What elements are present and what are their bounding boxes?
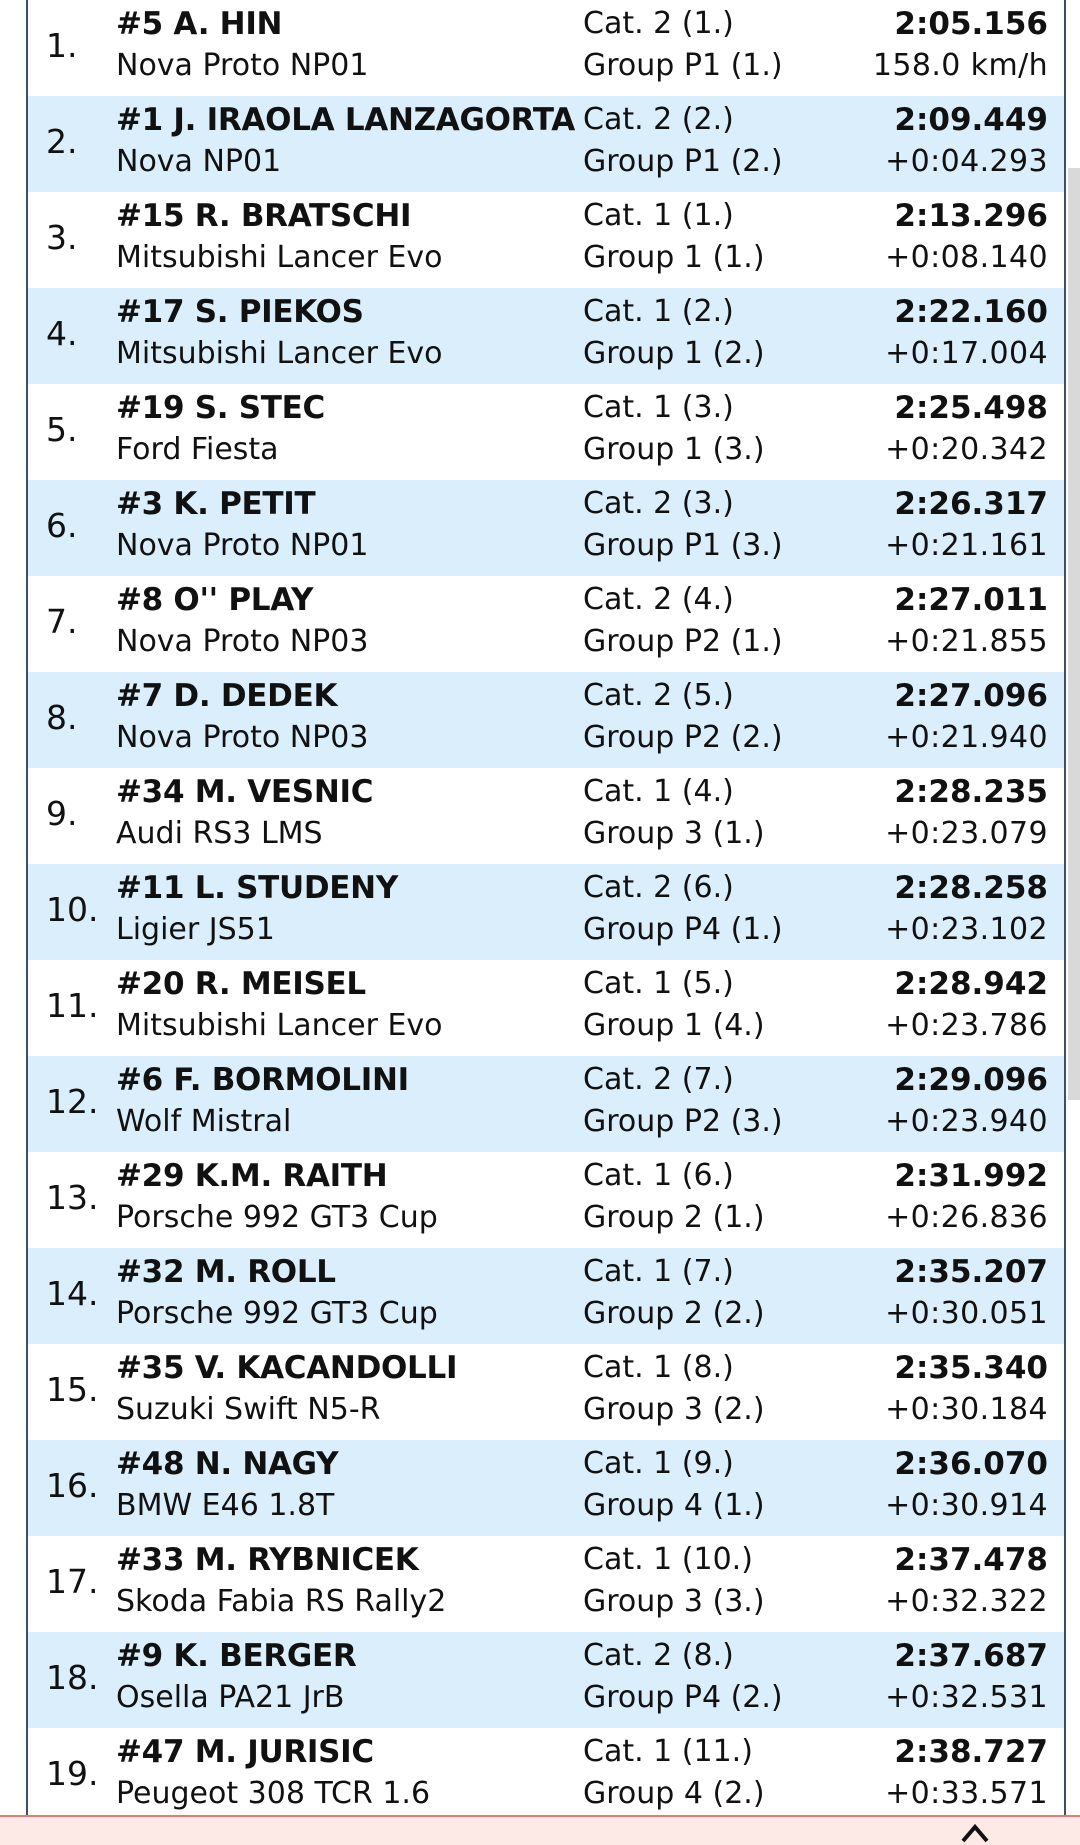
category-rank: Cat. 2 (5.) [583,678,734,713]
gap-time: +0:32.531 [885,1680,1048,1715]
lap-time: 2:31.992 [894,1158,1048,1194]
category-rank: Cat. 1 (4.) [583,774,734,809]
category-rank: Cat. 2 (8.) [583,1638,734,1673]
group-rank: Group 4 (1.) [583,1488,765,1523]
category-rank: Cat. 1 (6.) [583,1158,734,1193]
driver-name: #9 K. BERGER [116,1638,357,1674]
lap-time: 2:09.449 [894,102,1048,138]
position-number: 2. [46,122,78,161]
table-row[interactable] [28,672,1064,768]
car-model: Wolf Mistral [116,1104,292,1139]
car-model: Suzuki Swift N5-R [116,1392,381,1427]
position-number: 12. [46,1082,99,1121]
group-rank: Group P4 (2.) [583,1680,783,1715]
group-rank: Group 3 (1.) [583,816,765,851]
car-model: Porsche 992 GT3 Cup [116,1296,438,1331]
scrollbar[interactable] [1068,168,1080,1100]
position-number: 13. [46,1178,99,1217]
gap-time: +0:33.571 [885,1776,1048,1811]
car-model: Ligier JS51 [116,912,275,947]
category-rank: Cat. 2 (3.) [583,486,734,521]
lap-time: 2:37.478 [894,1542,1048,1578]
gap-time: +0:17.004 [885,336,1048,371]
driver-name: #6 F. BORMOLINI [116,1062,409,1098]
table-row[interactable] [28,192,1064,288]
car-model: Mitsubishi Lancer Evo [116,1008,443,1043]
position-number: 10. [46,890,99,929]
category-rank: Cat. 1 (9.) [583,1446,734,1481]
gap-time: +0:08.140 [885,240,1048,275]
bottom-bar [0,1815,1080,1845]
position-number: 1. [46,26,78,65]
position-number: 8. [46,698,78,737]
lap-time: 2:13.296 [894,198,1048,234]
table-row[interactable] [28,1440,1064,1536]
table-row[interactable] [28,96,1064,192]
gap-time: +0:04.293 [885,144,1048,179]
driver-name: #47 M. JURISIC [116,1734,374,1770]
gap-time: +0:23.079 [885,816,1048,851]
group-rank: Group 3 (3.) [583,1584,765,1619]
group-rank: Group 1 (4.) [583,1008,765,1043]
car-model: Nova Proto NP03 [116,720,369,755]
category-rank: Cat. 1 (10.) [583,1542,753,1577]
group-rank: Group P2 (3.) [583,1104,783,1139]
category-rank: Cat. 1 (1.) [583,198,734,233]
lap-time: 2:36.070 [894,1446,1048,1482]
table-row[interactable] [28,384,1064,480]
car-model: Porsche 992 GT3 Cup [116,1200,438,1235]
group-rank: Group 1 (1.) [583,240,765,275]
table-row[interactable] [28,1536,1064,1632]
driver-name: #17 S. PIEKOS [116,294,364,330]
table-row[interactable] [28,1344,1064,1440]
car-model: Nova NP01 [116,144,282,179]
gap-time: +0:23.940 [885,1104,1048,1139]
group-rank: Group P1 (3.) [583,528,783,563]
position-number: 19. [46,1754,99,1793]
position-number: 4. [46,314,78,353]
car-model: Nova Proto NP01 [116,528,369,563]
group-rank: Group 1 (2.) [583,336,765,371]
gap-time: +0:23.786 [885,1008,1048,1043]
category-rank: Cat. 2 (2.) [583,102,734,137]
gap-time: 158.0 km/h [872,48,1048,83]
category-rank: Cat. 2 (7.) [583,1062,734,1097]
table-row[interactable] [28,576,1064,672]
gap-time: +0:21.855 [885,624,1048,659]
driver-name: #5 A. HIN [116,6,283,42]
table-row[interactable] [28,960,1064,1056]
group-rank: Group P1 (2.) [583,144,783,179]
driver-name: #7 D. DEDEK [116,678,338,714]
lap-time: 2:28.258 [894,870,1048,906]
group-rank: Group 3 (2.) [583,1392,765,1427]
gap-time: +0:21.161 [885,528,1048,563]
car-model: Nova Proto NP01 [116,48,369,83]
position-number: 6. [46,506,78,545]
gap-time: +0:30.184 [885,1392,1048,1427]
driver-name: #15 R. BRATSCHI [116,198,412,234]
group-rank: Group P2 (1.) [583,624,783,659]
car-model: Nova Proto NP03 [116,624,369,659]
gap-time: +0:30.914 [885,1488,1048,1523]
lap-time: 2:28.942 [894,966,1048,1002]
gap-time: +0:26.836 [885,1200,1048,1235]
gap-time: +0:32.322 [885,1584,1048,1619]
category-rank: Cat. 1 (11.) [583,1734,753,1769]
category-rank: Cat. 1 (3.) [583,390,734,425]
group-rank: Group 4 (2.) [583,1776,765,1811]
category-rank: Cat. 2 (1.) [583,6,734,41]
group-rank: Group P1 (1.) [583,48,783,83]
driver-name: #11 L. STUDENY [116,870,398,906]
position-number: 18. [46,1658,99,1697]
lap-time: 2:27.096 [894,678,1048,714]
table-row[interactable] [28,1248,1064,1344]
group-rank: Group P4 (1.) [583,912,783,947]
table-row[interactable] [28,480,1064,576]
results-table [28,0,1064,1824]
driver-name: #35 V. KACANDOLLI [116,1350,458,1386]
position-number: 11. [46,986,99,1025]
category-rank: Cat. 1 (7.) [583,1254,734,1289]
car-model: BMW E46 1.8T [116,1488,335,1523]
lap-time: 2:27.011 [894,582,1048,618]
car-model: Mitsubishi Lancer Evo [116,240,443,275]
table-row[interactable] [28,1056,1064,1152]
position-number: 17. [46,1562,99,1601]
category-rank: Cat. 1 (2.) [583,294,734,329]
table-row[interactable] [28,864,1064,960]
table-row[interactable] [28,1632,1064,1728]
group-rank: Group P2 (2.) [583,720,783,755]
position-number: 16. [46,1466,99,1505]
driver-name: #19 S. STEC [116,390,325,426]
category-rank: Cat. 1 (5.) [583,966,734,1001]
lap-time: 2:26.317 [894,486,1048,522]
driver-name: #29 K.M. RAITH [116,1158,388,1194]
driver-name: #3 K. PETIT [116,486,316,522]
lap-time: 2:05.156 [894,6,1048,42]
category-rank: Cat. 1 (8.) [583,1350,734,1385]
lap-time: 2:22.160 [894,294,1048,330]
gap-time: +0:30.051 [885,1296,1048,1331]
lap-time: 2:38.727 [894,1734,1048,1770]
car-model: Osella PA21 JrB [116,1680,345,1715]
position-number: 7. [46,602,78,641]
table-row[interactable] [28,288,1064,384]
lap-time: 2:35.340 [894,1350,1048,1386]
category-rank: Cat. 2 (6.) [583,870,734,905]
driver-name: #48 N. NAGY [116,1446,339,1482]
driver-name: #33 M. RYBNICEK [116,1542,419,1578]
table-row[interactable] [28,768,1064,864]
table-row[interactable] [28,1728,1064,1824]
group-rank: Group 1 (3.) [583,432,765,467]
gap-time: +0:23.102 [885,912,1048,947]
table-row[interactable] [28,1152,1064,1248]
car-model: Mitsubishi Lancer Evo [116,336,443,371]
lap-time: 2:28.235 [894,774,1048,810]
lap-time: 2:37.687 [894,1638,1048,1674]
group-rank: Group 2 (1.) [583,1200,765,1235]
gap-time: +0:21.940 [885,720,1048,755]
lap-time: 2:35.207 [894,1254,1048,1290]
position-number: 5. [46,410,78,449]
car-model: Ford Fiesta [116,432,279,467]
driver-name: #34 M. VESNIC [116,774,374,810]
car-model: Skoda Fabia RS Rally2 [116,1584,447,1619]
position-number: 3. [46,218,78,257]
car-model: Audi RS3 LMS [116,816,323,851]
lap-time: 2:29.096 [894,1062,1048,1098]
position-number: 9. [46,794,78,833]
position-number: 15. [46,1370,99,1409]
gap-time: +0:20.342 [885,432,1048,467]
table-row[interactable] [28,0,1064,96]
driver-name: #1 J. IRAOLA LANZAGORTA [116,102,575,138]
car-model: Peugeot 308 TCR 1.6 [116,1776,431,1811]
driver-name: #32 M. ROLL [116,1254,336,1290]
lap-time: 2:25.498 [894,390,1048,426]
chevron-up-icon[interactable] [960,1819,990,1845]
position-number: 14. [46,1274,99,1313]
driver-name: #20 R. MEISEL [116,966,366,1002]
category-rank: Cat. 2 (4.) [583,582,734,617]
group-rank: Group 2 (2.) [583,1296,765,1331]
driver-name: #8 O'' PLAY [116,582,314,618]
